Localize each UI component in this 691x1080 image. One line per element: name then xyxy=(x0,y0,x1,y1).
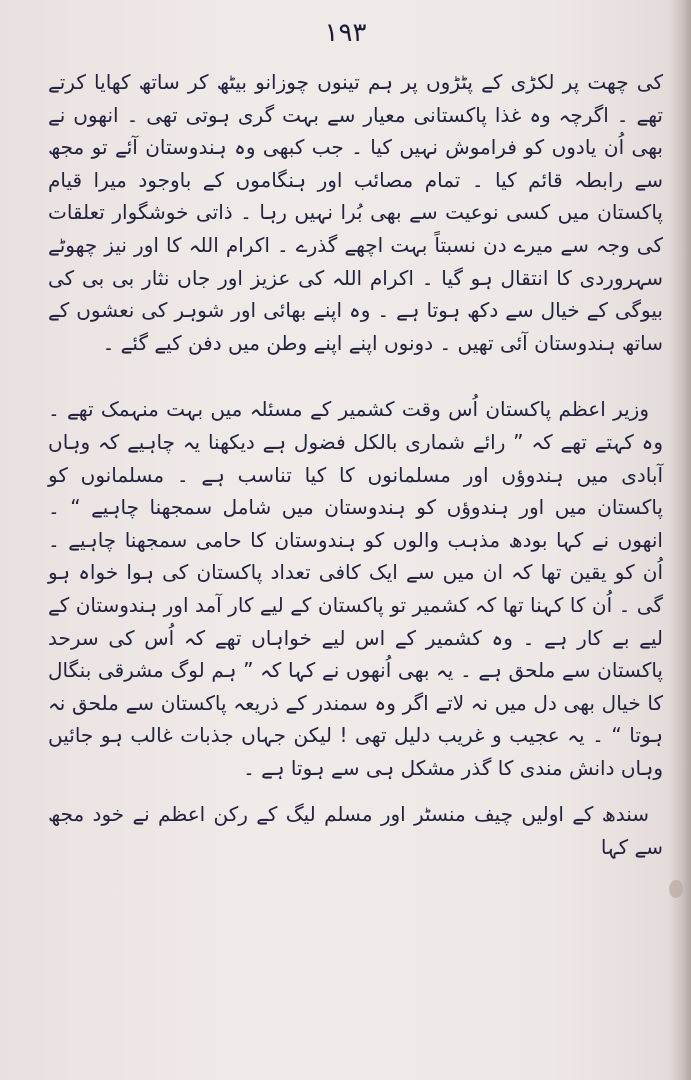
paragraph-1: کی چھت پر لکڑی کے پٹڑوں پر ہم تینوں چوزانو بیٹھ کر ساتھ کھایا کرتے تھے ۔ اگرچہ وہ غذا پاکستانی معیار سے بہت گری ہوتی تھی ۔ انھوں نے بھی اُن یادوں کو فراموش نہیں کیا ۔ جب کبھی وہ ہندوستان آئے تو مجھ سے رابطہ قائم کیا ۔ تمام مصائب اور ہنگاموں کے باوجود میرا قیام پاکستان میں کسی نوعیت سے بھی بُرا نہیں رہا ۔ ذاتی خوشگوار تعلقات کی وجہ سے میرے دن نسبتاً بہت اچھے گذرے ۔ اکرام اللہ کا اور نیز چھوٹے سہروردی کا انتقال ہو گیا ۔ اکرام اللہ کی عزیز اور جاں نثار بی بی کی بیوگی کے خیال سے دکھ ہوتا ہے ۔ وہ اپنے بھائی اور شوہر کی نعشوں کے ساتھ ہندوستان آئی تھیں ۔ دونوں اپنے اپنے وطن میں دفن کیے گئے ۔ xyxy=(48,70,663,355)
body-text xyxy=(48,66,663,864)
paper-stain xyxy=(669,880,683,898)
page-number: ۱۹۳ xyxy=(324,18,367,48)
paragraph-3: سندھ کے اولیں چیف منسٹر اور مسلم لیگ کے رکن اعظم نے خود مجھ سے کہا xyxy=(48,802,663,860)
paragraph-2: وزیر اعظم پاکستان اُس وقت کشمیر کے مسئلہ میں بہت منہمک تھے ۔ وہ کہتے تھے کہ ” رائے شماری بالکل فضول ہے دیکھنا یہ چاہیے کہ وہاں آبادی میں ہندوؤں اور مسلمانوں کا کیا تناسب ہے ۔ مسلمانوں کو پاکستان میں اور ہندوؤں کو ہندوستان میں شامل سمجھنا چاہیے “ ۔ انھوں نے کہا بودھ مذہب والوں کو ہندوستان کا حامی سمجھنا چاہیے ۔ اُن کو یقین تھا کہ ان میں سے ایک کافی تعداد پاکستان کی ہوا خواہ ہو گی ۔ اُن کا کہنا تھا کہ کشمیر تو پاکستان کے لیے کار آمد اور ہندوستان کے لیے بے کار ہے ۔ وہ کشمیر کے اس لیے خواہاں تھے کہ اُس کی سرحد پاکستان سے ملحق ہے ۔ یہ بھی اُنھوں نے کہا کہ ” ہم لوگ مشرقی بنگال کا خیال بھی دل میں نہ لاتے اگر وہ سمندر کے ذریعہ پاکستان سے ملحق نہ ہوتا “ ۔ یہ عجیب و غریب دلیل تھی ! لیکن جہاں جذبات غالب ہو جائیں وہاں دانش مندی کا گذر مشکل ہی سے ہوتا ہے ۔ xyxy=(48,397,663,780)
page-edge-shadow xyxy=(669,0,691,1080)
